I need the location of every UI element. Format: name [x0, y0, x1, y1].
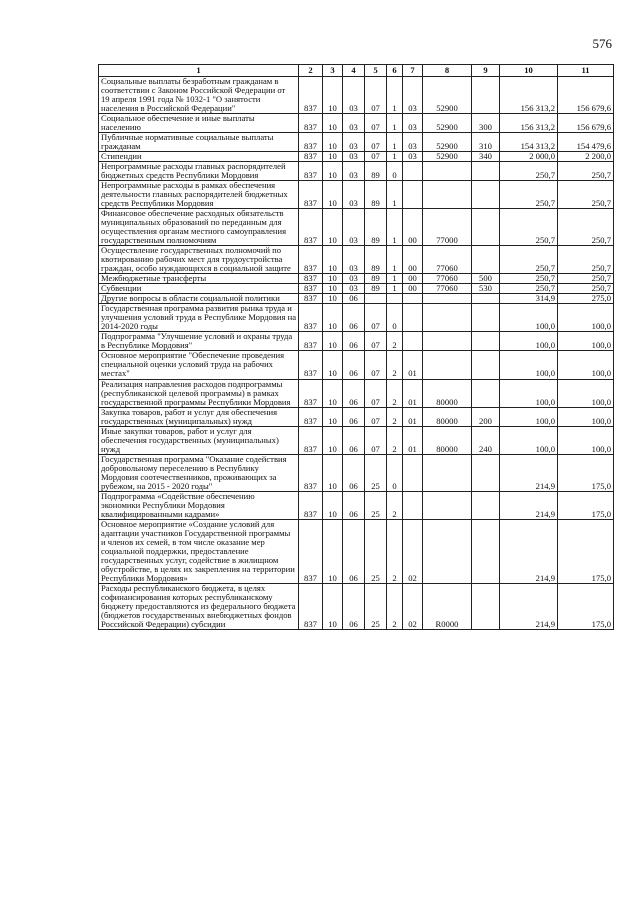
table-cell: 06	[343, 294, 365, 304]
table-row	[99, 133, 614, 152]
table-cell	[472, 77, 500, 114]
column-header: 8	[423, 65, 472, 77]
table-cell: 01	[403, 379, 423, 407]
table-cell: 52900	[423, 133, 472, 152]
column-header: 5	[365, 65, 387, 77]
table-cell: 01	[403, 407, 423, 426]
table-cell: 1	[387, 181, 403, 209]
table-row	[99, 114, 614, 133]
table-cell: 1	[387, 274, 403, 284]
table-cell: 52900	[423, 114, 472, 133]
table-cell: 10	[323, 304, 343, 332]
table-cell: 10	[323, 181, 343, 209]
column-header: 1	[99, 65, 299, 77]
table-cell	[387, 294, 403, 304]
table-cell	[423, 181, 472, 209]
table-cell: 837	[299, 284, 323, 294]
table-cell: 10	[323, 162, 343, 181]
table-cell: 03	[343, 246, 365, 274]
table-cell: 837	[299, 407, 323, 426]
table-cell: 154 313,2	[500, 133, 558, 152]
table-row	[99, 181, 614, 209]
table-cell: 837	[299, 332, 323, 351]
table-cell: 275,0	[558, 294, 614, 304]
table-cell: 07	[365, 114, 387, 133]
table-cell: 214,9	[500, 491, 558, 519]
table-cell: 837	[299, 162, 323, 181]
row-name-cell: Иные закупки товаров, работ и услуг для обеспечения государственных (муниципальных) нужд	[99, 426, 299, 454]
table-cell: 837	[299, 209, 323, 246]
table-cell	[472, 379, 500, 407]
table-cell	[472, 181, 500, 209]
row-name-cell: Расходы республиканского бюджета, в целях софинансирования которых республиканскому бюджету предоставляются из федерального бюджета (бюджетов государственных внебюджетных фондов Российской Федерации) субсидии	[99, 583, 299, 629]
table-cell: 156 679,6	[558, 114, 614, 133]
table-cell: 214,9	[500, 454, 558, 491]
table-cell: 100,0	[500, 426, 558, 454]
table-cell: 100,0	[558, 379, 614, 407]
table-cell: 250,7	[558, 162, 614, 181]
table-cell: 2	[387, 379, 403, 407]
table-row	[99, 426, 614, 454]
table-cell	[403, 162, 423, 181]
table-cell	[403, 491, 423, 519]
table-cell: 07	[365, 77, 387, 114]
table-cell: 1	[387, 114, 403, 133]
table-cell: 10	[323, 77, 343, 114]
table-cell: 07	[365, 407, 387, 426]
table-cell: 06	[343, 379, 365, 407]
table-row	[99, 162, 614, 181]
table-row	[99, 77, 614, 114]
table-cell: 100,0	[558, 426, 614, 454]
row-name-cell: Подпрограмма "Улучшение условий и охраны труда в Республике Мордовия"	[99, 332, 299, 351]
table-cell: 80000	[423, 379, 472, 407]
table-cell: 1	[387, 284, 403, 294]
table-cell: 10	[323, 491, 343, 519]
table-cell	[472, 351, 500, 379]
table-cell	[403, 304, 423, 332]
table-cell: 00	[403, 274, 423, 284]
table-cell: 250,7	[500, 209, 558, 246]
table-cell: 89	[365, 284, 387, 294]
table-cell: 175,0	[558, 454, 614, 491]
table-cell: 07	[365, 133, 387, 152]
table-row	[99, 491, 614, 519]
row-name-cell: Основное мероприятие «Создание условий для адаптации участников Государственной программы и членов их семей, в том числе оказание мер социальной поддержки, предоставление государственных услуг, содействие в жилищном обустройстве, в целях их закрепления на территории Республики Мордовия»	[99, 519, 299, 583]
table-cell: 06	[343, 351, 365, 379]
table-row	[99, 284, 614, 294]
table-cell: 100,0	[558, 407, 614, 426]
table-cell: 837	[299, 152, 323, 162]
table-cell: 1	[387, 152, 403, 162]
table-row	[99, 152, 614, 162]
table-cell: 1	[387, 209, 403, 246]
table-cell: 03	[343, 181, 365, 209]
column-header: 9	[472, 65, 500, 77]
table-row	[99, 407, 614, 426]
table-cell: 03	[343, 77, 365, 114]
table-cell: 06	[343, 304, 365, 332]
table-cell: 214,9	[500, 519, 558, 583]
row-name-cell: Субвенции	[99, 284, 299, 294]
column-header: 2	[299, 65, 323, 77]
table-cell: 89	[365, 162, 387, 181]
table-row	[99, 304, 614, 332]
table-cell: 100,0	[500, 351, 558, 379]
table-cell: 89	[365, 274, 387, 284]
table-cell: 03	[343, 114, 365, 133]
table-cell: 25	[365, 583, 387, 629]
page-number: 576	[592, 36, 612, 51]
table-cell: 10	[323, 294, 343, 304]
table-cell: 06	[343, 491, 365, 519]
table-cell: 03	[403, 133, 423, 152]
row-name-cell: Государственная программа "Оказание содействия добровольному переселению в Республику Мордовия соотечественников, проживающих за рубежом, на 2015 - 2020 годы"	[99, 454, 299, 491]
table-cell	[472, 583, 500, 629]
table-cell: 175,0	[558, 583, 614, 629]
table-cell: 10	[323, 274, 343, 284]
table-cell	[403, 454, 423, 491]
table-cell: 2	[387, 519, 403, 583]
table-cell: 837	[299, 133, 323, 152]
table-cell	[472, 332, 500, 351]
table-cell: 175,0	[558, 519, 614, 583]
table-body	[99, 77, 614, 630]
table-cell	[472, 294, 500, 304]
table-cell: 837	[299, 304, 323, 332]
column-header: 10	[500, 65, 558, 77]
table-cell: 837	[299, 246, 323, 274]
table-row	[99, 332, 614, 351]
table-cell: 06	[343, 454, 365, 491]
table-cell: 52900	[423, 152, 472, 162]
table-cell: 10	[323, 583, 343, 629]
table-cell	[403, 181, 423, 209]
table-cell: 10	[323, 332, 343, 351]
table-cell: 89	[365, 181, 387, 209]
table-cell: 03	[403, 114, 423, 133]
table-row	[99, 294, 614, 304]
table-cell: 89	[365, 209, 387, 246]
table-cell: 240	[472, 426, 500, 454]
table-cell: 07	[365, 304, 387, 332]
table-cell: 06	[343, 332, 365, 351]
table-cell: 100,0	[500, 379, 558, 407]
table-cell: 1	[387, 246, 403, 274]
table-cell: 52900	[423, 77, 472, 114]
table-cell: 25	[365, 519, 387, 583]
row-name-cell: Другие вопросы в области социальной политики	[99, 294, 299, 304]
table-cell: 340	[472, 152, 500, 162]
table-cell	[472, 491, 500, 519]
budget-table	[98, 64, 614, 630]
table-cell	[403, 294, 423, 304]
table-cell: 10	[323, 114, 343, 133]
table-cell: 2 000,0	[500, 152, 558, 162]
table-cell: 250,7	[558, 274, 614, 284]
table-cell: 89	[365, 246, 387, 274]
row-name-cell: Непрограммные расходы главных распорядителей бюджетных средств Республики Мордовия	[99, 162, 299, 181]
table-cell: 2	[387, 351, 403, 379]
table-cell	[472, 209, 500, 246]
table-cell: 837	[299, 274, 323, 284]
column-header: 7	[403, 65, 423, 77]
row-name-cell: Закупка товаров, работ и услуг для обеспечения государственных (муниципальных) нужд	[99, 407, 299, 426]
table-cell: 77060	[423, 284, 472, 294]
table-cell: 80000	[423, 426, 472, 454]
table-cell: 77060	[423, 274, 472, 284]
table-cell: 06	[343, 583, 365, 629]
table-cell: 10	[323, 407, 343, 426]
table-cell: 837	[299, 379, 323, 407]
table-cell: 10	[323, 284, 343, 294]
table-cell: 156 679,6	[558, 77, 614, 114]
table-cell	[472, 304, 500, 332]
row-name-cell: Социальное обеспечение и иные выплаты населению	[99, 114, 299, 133]
table-cell: 250,7	[558, 181, 614, 209]
table-cell: 250,7	[558, 209, 614, 246]
table-cell: 00	[403, 209, 423, 246]
table-cell: 77000	[423, 209, 472, 246]
table-cell	[423, 519, 472, 583]
table-header-row	[99, 65, 614, 77]
table-cell: 02	[403, 519, 423, 583]
row-name-cell: Осуществление государственных полномочий по квотированию рабочих мест для трудоустройства граждан, особо нуждающихся в социальной защите	[99, 246, 299, 274]
table-cell: 100,0	[558, 304, 614, 332]
table-cell: 837	[299, 77, 323, 114]
table-cell: 02	[403, 583, 423, 629]
row-name-cell: Реализация направления расходов подпрограммы (республиканской целевой программы) в рамках государственной программы Республики Мордовия	[99, 379, 299, 407]
table-cell	[472, 454, 500, 491]
table-cell: 10	[323, 519, 343, 583]
table-cell: 10	[323, 246, 343, 274]
table-row	[99, 351, 614, 379]
table-cell: 0	[387, 304, 403, 332]
table-cell: 837	[299, 294, 323, 304]
table-cell: 07	[365, 351, 387, 379]
table-cell: 1	[387, 77, 403, 114]
table-cell: 156 313,2	[500, 114, 558, 133]
table-row	[99, 209, 614, 246]
table-cell: 00	[403, 246, 423, 274]
table-cell: 500	[472, 274, 500, 284]
table-cell: 837	[299, 426, 323, 454]
table-cell: 01	[403, 426, 423, 454]
table-cell: 10	[323, 379, 343, 407]
table-cell	[423, 304, 472, 332]
row-name-cell: Стипендии	[99, 152, 299, 162]
table-cell: 100,0	[558, 351, 614, 379]
table-row	[99, 519, 614, 583]
table-row	[99, 454, 614, 491]
table-cell: 250,7	[500, 181, 558, 209]
table-cell: 10	[323, 454, 343, 491]
table-cell: R0000	[423, 583, 472, 629]
table-cell: 06	[343, 407, 365, 426]
table-cell: 530	[472, 284, 500, 294]
table-cell	[472, 519, 500, 583]
table-cell: 837	[299, 181, 323, 209]
table-cell: 100,0	[500, 332, 558, 351]
row-name-cell: Публичные нормативные социальные выплаты гражданам	[99, 133, 299, 152]
table-cell	[423, 454, 472, 491]
table-cell: 10	[323, 209, 343, 246]
table-cell	[472, 162, 500, 181]
table-cell: 154 479,6	[558, 133, 614, 152]
table-cell: 156 313,2	[500, 77, 558, 114]
table-cell: 10	[323, 351, 343, 379]
row-name-cell: Подпрограмма «Содействие обеспечению экономики Республики Мордовия квалифицированными кадрами»	[99, 491, 299, 519]
table-cell: 250,7	[500, 274, 558, 284]
table-cell	[423, 332, 472, 351]
table-cell: 2	[387, 426, 403, 454]
table-row	[99, 246, 614, 274]
table-cell: 0	[387, 162, 403, 181]
table-cell: 80000	[423, 407, 472, 426]
table-cell	[403, 332, 423, 351]
table-cell: 250,7	[558, 284, 614, 294]
row-name-cell: Государственная программа развития рынка труда и улучшения условий труда в Республике Мордовия на 2014-2020 годы	[99, 304, 299, 332]
table-cell: 2	[387, 491, 403, 519]
table-cell: 837	[299, 351, 323, 379]
table-cell: 03	[343, 274, 365, 284]
table-cell: 2	[387, 583, 403, 629]
table-cell	[365, 294, 387, 304]
table-cell: 03	[343, 152, 365, 162]
table-row	[99, 274, 614, 284]
table-cell: 2	[387, 407, 403, 426]
row-name-cell: Социальные выплаты безработным гражданам в соответствии с Законом Российской Федерации от 19 апреля 1991 года № 1032-1 "О занятости населения в Российской Федерации"	[99, 77, 299, 114]
table-cell	[423, 351, 472, 379]
table-cell: 1	[387, 133, 403, 152]
table-cell: 03	[343, 133, 365, 152]
table-cell: 03	[343, 284, 365, 294]
table-cell: 250,7	[500, 284, 558, 294]
table-cell	[423, 162, 472, 181]
table-cell: 07	[365, 379, 387, 407]
table-cell: 06	[343, 426, 365, 454]
row-name-cell: Финансовое обеспечение расходных обязательств муниципальных образований по переданным для осуществления органам местного самоуправления государственным полномочиям	[99, 209, 299, 246]
table-cell	[423, 294, 472, 304]
table-cell: 01	[403, 351, 423, 379]
table-row	[99, 379, 614, 407]
table-cell: 175,0	[558, 491, 614, 519]
table-cell: 314,9	[500, 294, 558, 304]
table-cell: 03	[403, 152, 423, 162]
row-name-cell: Межбюджетные трансферты	[99, 274, 299, 284]
table-cell: 06	[343, 519, 365, 583]
table-cell: 07	[365, 332, 387, 351]
table-cell: 00	[403, 284, 423, 294]
table-cell: 10	[323, 426, 343, 454]
table-cell: 837	[299, 519, 323, 583]
table-cell: 250,7	[500, 162, 558, 181]
table-cell: 837	[299, 114, 323, 133]
column-header: 3	[323, 65, 343, 77]
column-header: 6	[387, 65, 403, 77]
table-cell: 07	[365, 426, 387, 454]
table-cell: 300	[472, 114, 500, 133]
table-cell: 77060	[423, 246, 472, 274]
table-cell	[423, 491, 472, 519]
table-cell: 25	[365, 454, 387, 491]
table-cell: 214,9	[500, 583, 558, 629]
table-cell: 100,0	[500, 304, 558, 332]
column-header: 11	[558, 65, 614, 77]
table-cell: 03	[343, 162, 365, 181]
table-cell: 837	[299, 454, 323, 491]
table-cell: 10	[323, 133, 343, 152]
table-cell: 03	[343, 209, 365, 246]
table-cell: 10	[323, 152, 343, 162]
table-cell: 837	[299, 491, 323, 519]
column-header: 4	[343, 65, 365, 77]
table-cell: 250,7	[558, 246, 614, 274]
row-name-cell: Непрограммные расходы в рамках обеспечения деятельности главных распорядителей бюджетных средств Республики Мордовия	[99, 181, 299, 209]
table-cell: 310	[472, 133, 500, 152]
table-cell: 03	[403, 77, 423, 114]
table-cell: 837	[299, 583, 323, 629]
table-cell: 2	[387, 332, 403, 351]
table-cell: 200	[472, 407, 500, 426]
table-cell: 25	[365, 491, 387, 519]
table-cell: 100,0	[558, 332, 614, 351]
table-cell: 0	[387, 454, 403, 491]
table-cell: 250,7	[500, 246, 558, 274]
table-cell	[472, 246, 500, 274]
table-cell: 100,0	[500, 407, 558, 426]
table-cell: 2 200,0	[558, 152, 614, 162]
table-cell: 07	[365, 152, 387, 162]
table-row	[99, 583, 614, 629]
row-name-cell: Основное мероприятие "Обеспечение проведения специальной оценки условий труда на рабочих местах"	[99, 351, 299, 379]
